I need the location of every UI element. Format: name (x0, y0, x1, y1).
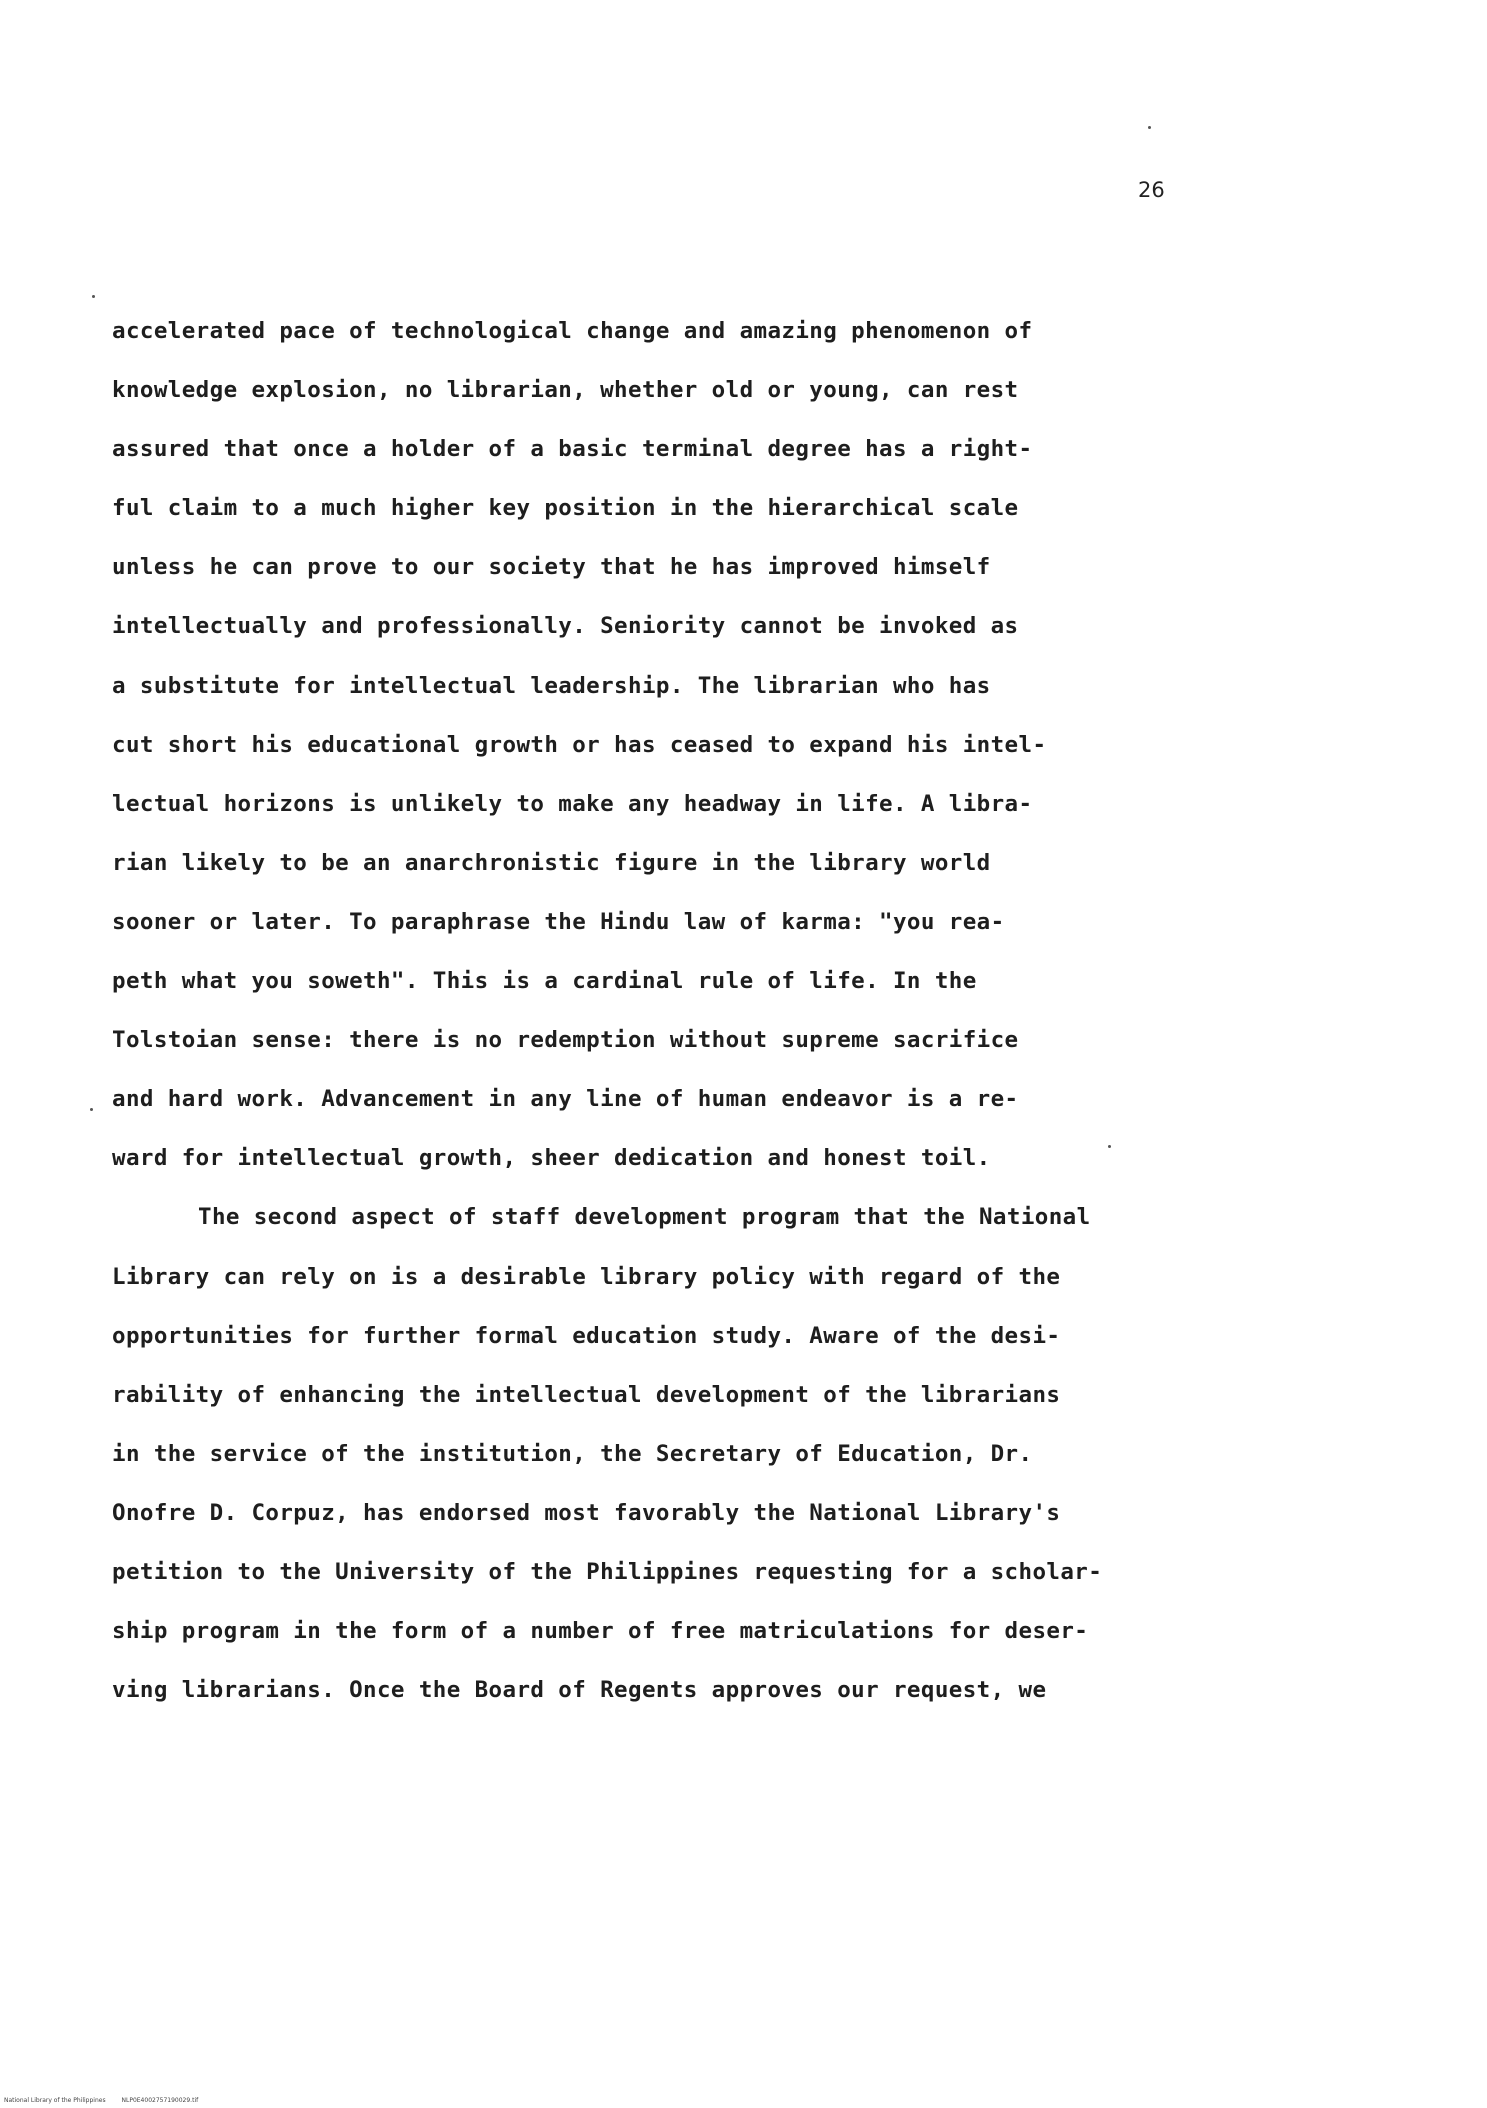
text-line: rian likely to be an anarchronistic figure in the library world (112, 849, 991, 876)
text-line: peth what you soweth". This is a cardinal rule of life. In the (112, 968, 977, 995)
scan-speck (92, 295, 95, 298)
footer-source: National Library of the Philippines (4, 2097, 106, 2104)
scan-speck (1148, 126, 1151, 129)
text-line: petition to the University of the Philippines requesting for a scholar- (112, 1558, 1103, 1585)
text-line: cut short his educational growth or has ceased to expand his intel- (112, 731, 1047, 758)
text-line: unless he can prove to our society that he has improved himself (112, 554, 991, 581)
text-line: Library can rely on is a desirable library policy with regard of the (112, 1263, 1061, 1290)
page-number: 26 (1138, 178, 1165, 202)
footer-file-id: NLP0E4002757190029.tif (121, 2097, 199, 2104)
scan-speck (90, 1108, 93, 1111)
text-line: opportunities for further formal education study. Aware of the desi- (112, 1322, 1061, 1349)
text-line: sooner or later. To paraphrase the Hindu law of karma: "you rea- (112, 908, 1005, 935)
text-line: ful claim to a much higher key position in the hierarchical scale (112, 495, 1019, 522)
body-text (112, 302, 1192, 1720)
text-line: Tolstoian sense: there is no redemption without supreme sacrifice (112, 1027, 1019, 1054)
text-line: Onofre D. Corpuz, has endorsed most favorably the National Library's (112, 1499, 1061, 1526)
text-line: intellectually and professionally. Seniority cannot be invoked as (112, 613, 1019, 640)
text-line: and hard work. Advancement in any line of human endeavor is a re- (112, 1086, 1019, 1113)
text-line: rability of enhancing the intellectual development of the librarians (112, 1381, 1061, 1408)
text-line: in the service of the institution, the Secretary of Education, Dr. (112, 1440, 1033, 1467)
text-line: ship program in the form of a number of free matriculations for deser- (112, 1618, 1089, 1645)
text-line: ward for intellectual growth, sheer dedication and honest toil. (112, 1145, 991, 1172)
text-line: lectual horizons is unlikely to make any headway in life. A libra- (112, 790, 1033, 817)
text-line: accelerated pace of technological change and amazing phenomenon of (112, 318, 1033, 344)
text-line: knowledge explosion, no librarian, whether old or young, can rest (112, 377, 1019, 404)
paragraph-start-line: The second aspect of staff development program that the National (198, 1204, 1091, 1231)
scan-speck (1108, 1145, 1111, 1148)
text-line: a substitute for intellectual leadership. The librarian who has (112, 672, 991, 699)
text-line: ving librarians. Once the Board of Regents approves our request, we (112, 1677, 1047, 1704)
scan-footer (4, 2097, 212, 2104)
text-line: assured that once a holder of a basic terminal degree has a right- (112, 436, 1033, 463)
